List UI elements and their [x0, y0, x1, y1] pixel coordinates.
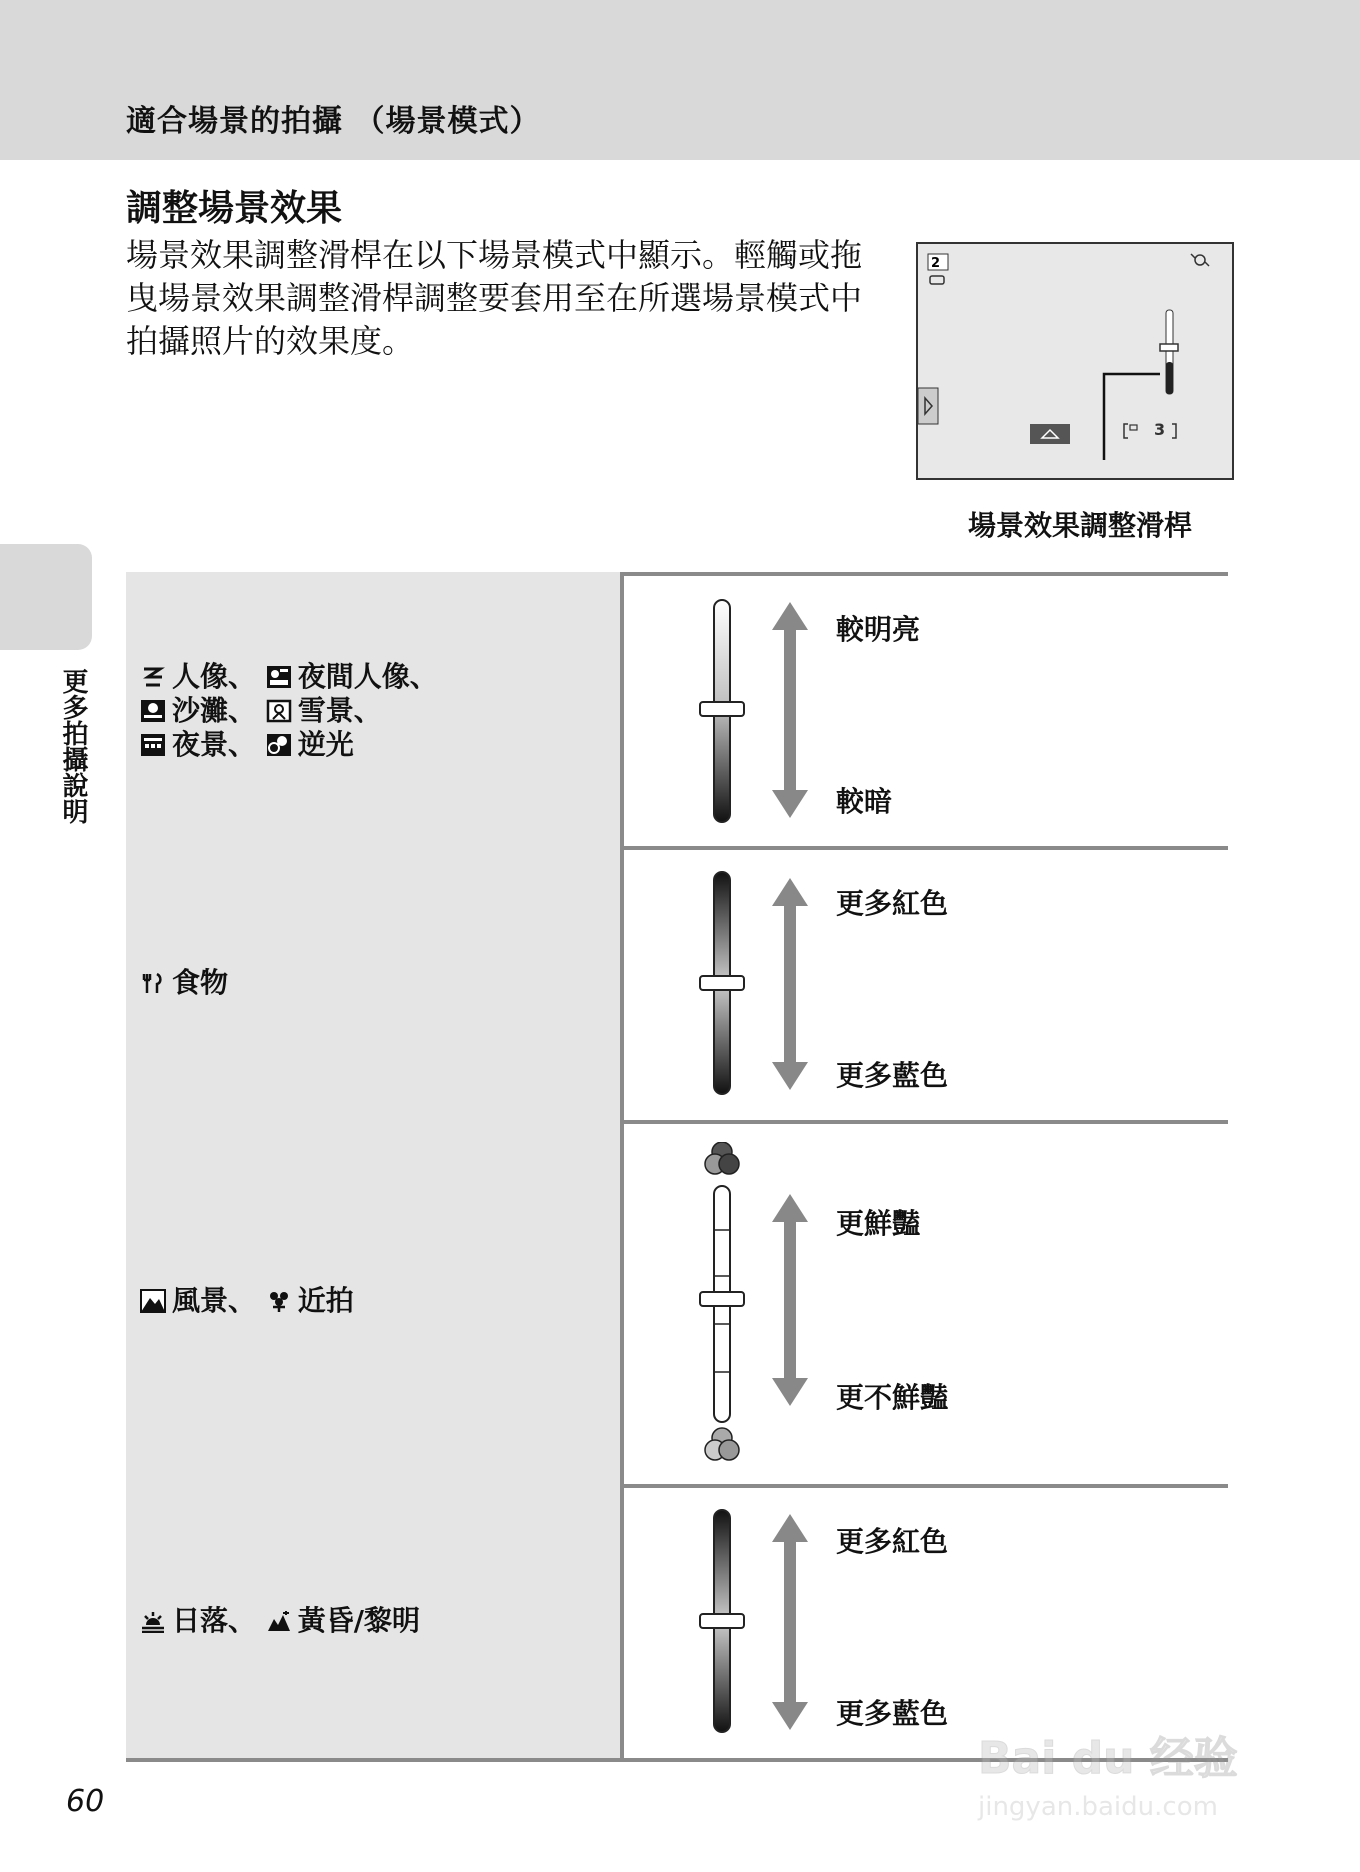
mode-list [140, 660, 438, 762]
arrow-up-icon [772, 878, 808, 906]
food-icon [140, 971, 166, 995]
column-divider [620, 846, 624, 1120]
mode-label: 近拍 [297, 1284, 354, 1317]
right-bracket-icon [1172, 424, 1176, 438]
effect-slider-fill [1166, 362, 1173, 394]
intro-paragraph: 場景效果調整滑桿在以下場景模式中顯示。輕觸或拖曳場景效果調整滑桿調整要套用至在所選場景模式中拍攝照片的效果度。 [126, 236, 863, 360]
arrow-down-icon [772, 1702, 808, 1730]
mode-label: 人像、 [172, 660, 257, 693]
mode-label: 黃昏/黎明 [297, 1604, 420, 1637]
bottom-effect-label: 較暗 [836, 785, 893, 818]
mode-label: 沙灘、 [172, 694, 257, 727]
mode-list [140, 1604, 420, 1638]
mode-label: 雪景、 [297, 694, 382, 727]
mode-label: 風景、 [172, 1284, 257, 1317]
slider-handle [700, 1292, 744, 1306]
mode-list [140, 1284, 354, 1318]
arrow-down-icon [772, 790, 808, 818]
mode-label: 夜間人像、 [297, 660, 438, 693]
mode-label: 夜景、 [172, 728, 257, 761]
left-bracket-icon [1124, 424, 1128, 438]
camera-screen [916, 242, 1234, 480]
mode-list [140, 966, 228, 1000]
double-arrow-shaft [784, 1222, 796, 1378]
saturation-slider-diagram [696, 1142, 816, 1472]
page-number: 60 [66, 1784, 105, 1819]
menu-tab [1030, 424, 1070, 444]
section-title: 調整場景效果 [126, 188, 343, 229]
arrow-up-icon [772, 1514, 808, 1542]
callout-line [1104, 374, 1160, 460]
side-section-label: 更多拍攝說明 [58, 668, 88, 824]
column-divider [620, 1484, 624, 1760]
arrow-up-icon [772, 602, 808, 630]
double-arrow-shaft [784, 906, 796, 1062]
top-effect-label: 更多紅色 [836, 887, 949, 920]
double-arrow-shaft [784, 1542, 796, 1702]
top-effect-label: 較明亮 [836, 613, 921, 646]
beach-icon [140, 699, 166, 723]
slider-handle [700, 976, 744, 990]
battery-icon [930, 276, 944, 284]
snow-icon [266, 699, 292, 723]
mode-label: 食物 [172, 966, 229, 999]
watermark-site: jingyan.baidu.com [978, 1792, 1218, 1822]
brightness-slider-diagram [696, 596, 816, 826]
slider-callout-label: 場景效果調整滑桿 [968, 509, 1193, 542]
arrow-down-icon [772, 1062, 808, 1090]
arrow-down-icon [772, 1378, 808, 1406]
mode-label: 日落、 [172, 1604, 257, 1637]
arrow-up-icon [772, 1194, 808, 1222]
effect-slider-handle [1160, 344, 1178, 351]
mode-label: 逆光 [297, 728, 354, 761]
vivid-color-icon [705, 1142, 739, 1174]
watermark-brand: Bai du 经验 [978, 1733, 1238, 1784]
slider-handle [700, 702, 744, 716]
svg-text:2: 2 [931, 256, 941, 271]
backlight-icon [266, 733, 292, 757]
bottom-effect-label: 更不鮮豔 [836, 1381, 949, 1414]
sunset-icon [140, 1609, 166, 1633]
column-divider [620, 572, 624, 846]
bottom-effect-label: 更多藍色 [836, 1059, 949, 1092]
camera-screen-icons [918, 244, 1232, 478]
portrait-icon [140, 665, 166, 689]
side-tab [0, 544, 92, 650]
landscape-icon [140, 1289, 166, 1313]
top-effect-label: 更鮮豔 [836, 1207, 921, 1240]
bottom-effect-label: 更多藍色 [836, 1697, 949, 1730]
close-up-icon [266, 1289, 292, 1313]
color-slider-diagram [696, 1506, 816, 1736]
night-portrait-icon [266, 665, 292, 689]
header-title: 適合場景的拍攝 （場景模式） [126, 104, 541, 139]
column-divider [620, 1120, 624, 1484]
color-slider-diagram [696, 868, 816, 1098]
exposure-count: 3 [1154, 420, 1166, 439]
table-row [126, 572, 1228, 846]
vibration-reduction-icon [1191, 254, 1209, 266]
effect-table [126, 572, 1228, 1760]
night-landscape-icon [140, 733, 166, 757]
dusk-dawn-icon [266, 1609, 292, 1633]
baidu-watermark [978, 1722, 1298, 1842]
muted-color-icon [705, 1428, 739, 1460]
top-effect-label: 更多紅色 [836, 1525, 949, 1558]
double-arrow-shaft [784, 630, 796, 790]
table-row [126, 1120, 1228, 1484]
slider-handle [700, 1614, 744, 1628]
table-row [126, 846, 1228, 1120]
image-count-icon [1130, 425, 1137, 430]
table-row [126, 1484, 1228, 1760]
left-panel-tab [918, 388, 938, 424]
